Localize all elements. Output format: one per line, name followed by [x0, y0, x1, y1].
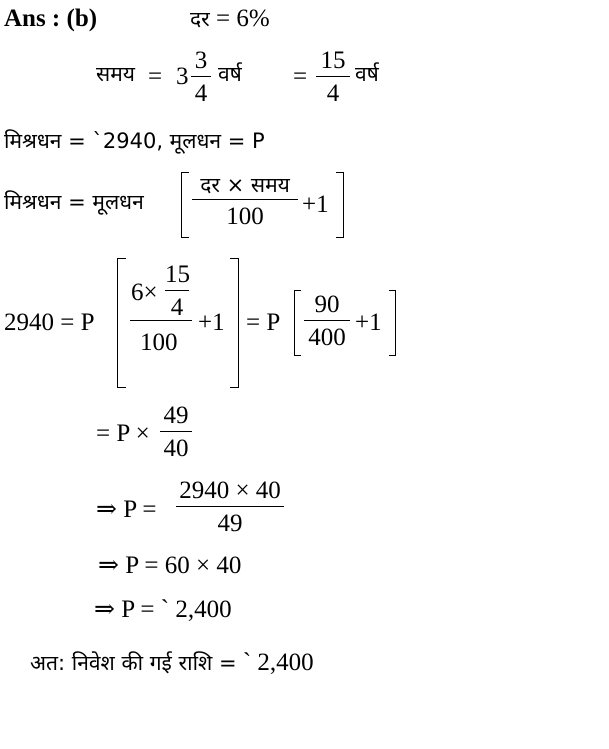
big-left-bracket	[117, 258, 126, 388]
result-fraction: 49 40	[160, 403, 192, 461]
step-result: ⇒ P = ` 2,400	[94, 596, 232, 623]
equation-lhs: 2940 = P	[4, 309, 95, 336]
rate-label: दर	[190, 7, 210, 31]
small-right-bracket	[389, 290, 396, 356]
rate-value: 6%	[236, 5, 270, 32]
p-fraction: 2940 × 40 49	[176, 478, 284, 536]
left-bracket	[181, 172, 189, 238]
formula-lhs: मिश्रधन = मूलधन	[4, 190, 144, 214]
mixed-whole: 3	[176, 63, 189, 90]
big-right-bracket	[230, 258, 239, 388]
small-left-bracket	[294, 290, 301, 356]
right-bracket	[336, 172, 344, 238]
final-answer: अत: निवेश की गई राशि = ` 2,400	[30, 649, 314, 676]
mixed-fraction: 3 4	[191, 48, 211, 106]
ninety-fraction: 90 400	[304, 292, 350, 350]
year-unit-2: वर्ष	[355, 62, 379, 86]
main-fraction-bar	[130, 320, 192, 321]
inner-fraction: 15 4	[165, 261, 190, 321]
formula-fraction: दर × समय 100	[192, 175, 298, 229]
time-fraction: 15 4	[316, 48, 350, 106]
step-multiply: ⇒ P = 60 × 40	[98, 552, 242, 579]
amount-principal-line: मिश्रधन = `2940, मूलधन = P	[4, 129, 265, 153]
answer-label: Ans : (b)	[4, 5, 98, 32]
time-label: समय	[96, 62, 135, 86]
rate-line: दर = 6%	[190, 5, 270, 32]
year-unit-1: वर्ष	[218, 62, 242, 86]
